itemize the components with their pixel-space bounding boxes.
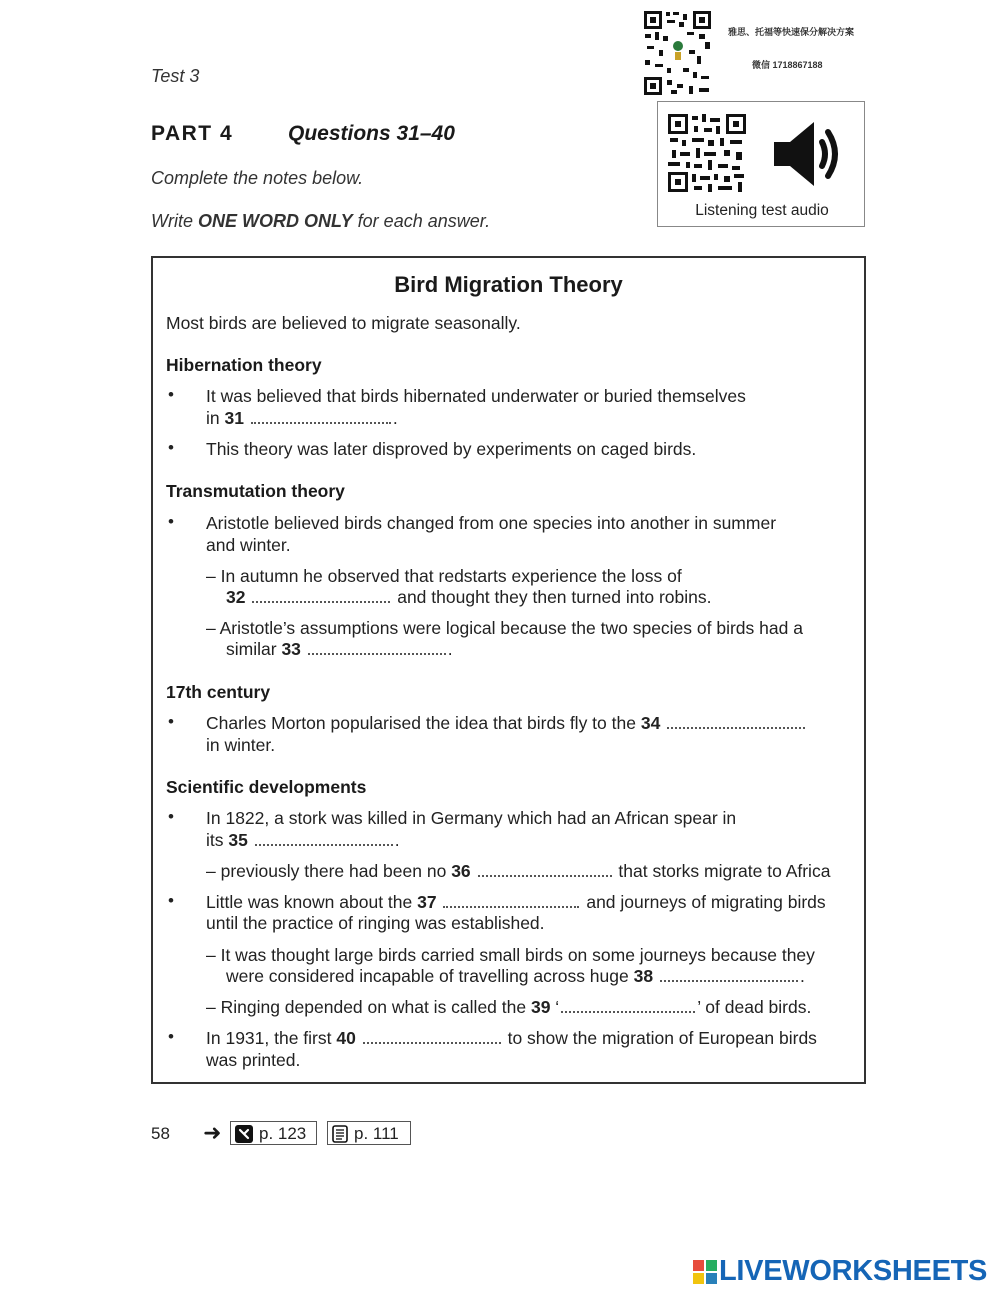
note-line: Aristotle believed birds changed from one species into another in summer — [206, 513, 777, 533]
qr-code-icon — [643, 10, 712, 96]
note-line: and winter. — [206, 535, 291, 555]
question-number: 39 — [530, 997, 551, 1017]
answer-blank-37[interactable] — [443, 902, 579, 908]
notes-title: Bird Migration Theory — [394, 272, 623, 297]
bullet: • — [168, 1027, 174, 1046]
answer-blank-36[interactable] — [478, 871, 612, 877]
section-heading: 17th century — [166, 682, 271, 702]
note-line: in 31 . — [206, 408, 398, 428]
audio-caption: Listening test audio — [695, 202, 829, 219]
bullet: • — [168, 385, 174, 404]
ref-label: p. 123 — [259, 1123, 307, 1143]
question-number: 35 — [228, 830, 248, 850]
note-line: in winter. — [206, 735, 276, 755]
arrow-right-icon: ➜ — [203, 1120, 222, 1145]
question-number: 36 — [451, 861, 471, 881]
answer-blank-31[interactable] — [251, 418, 391, 424]
note-line: – In autumn he observed that redstarts experience the loss of — [206, 566, 682, 586]
note-line: Little was known about the 37 and journeys of migrating birds — [206, 892, 826, 912]
note-line: This theory was later disproved by experiments on caged birds. — [206, 439, 697, 459]
note-line: 32 and thought they then turned into robins. — [226, 587, 712, 607]
instruction-complete: Complete the notes below. — [151, 168, 364, 188]
instruction-word-limit: Write ONE WORD ONLY for each answer. — [151, 211, 491, 231]
notes-box — [151, 256, 866, 1084]
question-number: 37 — [417, 892, 437, 912]
bullet: • — [168, 712, 174, 731]
question-number: 32 — [226, 587, 246, 607]
question-number: 40 — [336, 1028, 356, 1048]
bullet: • — [168, 807, 174, 826]
question-number: 33 — [281, 639, 301, 659]
ref-label: p. 111 — [354, 1123, 399, 1143]
promo-contact: 微信 1718867188 — [752, 60, 823, 70]
question-number: 34 — [640, 713, 661, 733]
note-line: – previously there had been no 36 that storks migrate to Africa — [206, 861, 831, 881]
note-line: In 1931, the first 40 to show the migration of European birds — [206, 1028, 817, 1048]
note-line: until the practice of ringing was established. — [206, 913, 545, 933]
answer-blank-33[interactable] — [308, 649, 446, 655]
answer-blank-35[interactable] — [255, 840, 393, 846]
note-line: Charles Morton popularised the idea that birds fly to the 34 — [206, 713, 807, 734]
note-line: In 1822, a stork was killed in Germany which had an African spear in — [206, 808, 737, 828]
notes-intro: Most birds are believed to migrate seasonally. — [166, 313, 521, 333]
questions-range: Questions 31–40 — [288, 122, 455, 145]
note-line: its 35 . — [206, 830, 400, 850]
question-number: 38 — [633, 966, 654, 986]
bullet: • — [168, 438, 174, 457]
note-line: – It was thought large birds carried small birds on some journeys because they — [206, 945, 815, 965]
answer-blank-40[interactable] — [363, 1038, 501, 1044]
transcript-icon — [332, 1125, 348, 1143]
question-number: 31 — [224, 408, 244, 428]
answer-key-link[interactable] — [230, 1121, 317, 1145]
liveworksheets-logo[interactable] — [693, 1255, 987, 1288]
page-number: 58 — [151, 1124, 170, 1143]
bullet: • — [168, 891, 174, 910]
answer-blank-34[interactable] — [667, 723, 805, 729]
audio-qr-code-icon — [668, 114, 746, 192]
note-line: were considered incapable of travelling across huge 38 . — [226, 966, 805, 986]
liveworksheets-logo-icon — [693, 1260, 717, 1284]
section-heading: Scientific developments — [166, 777, 367, 797]
note-line: similar 33 . — [226, 639, 453, 659]
speaker-icon[interactable] — [770, 118, 844, 190]
note-line: It was believed that birds hibernated underwater or buried themselves — [206, 386, 746, 406]
note-line: – Ringing depended on what is called the 39 ‘ ’ of dead birds. — [206, 997, 812, 1017]
part-label: PART 4 — [151, 122, 234, 145]
audio-panel[interactable] — [657, 101, 865, 227]
logo-text: LIVEWORKSHEETS — [719, 1255, 988, 1287]
note-line: – Aristotle’s assumptions were logical because the two species of birds had a — [206, 618, 803, 638]
promo-text: 雅思、托福等快速保分解决方案 — [728, 27, 855, 37]
answer-blank-32[interactable] — [252, 597, 390, 603]
answer-blank-39[interactable] — [561, 1007, 695, 1013]
answer-key-icon — [235, 1125, 253, 1143]
transcript-link[interactable] — [327, 1121, 411, 1145]
section-heading: Transmutation theory — [166, 481, 345, 501]
note-line: was printed. — [206, 1050, 301, 1070]
answer-blank-38[interactable] — [660, 976, 798, 982]
test-label: Test 3 — [151, 66, 200, 86]
section-heading: Hibernation theory — [166, 355, 322, 375]
bullet: • — [168, 512, 174, 531]
